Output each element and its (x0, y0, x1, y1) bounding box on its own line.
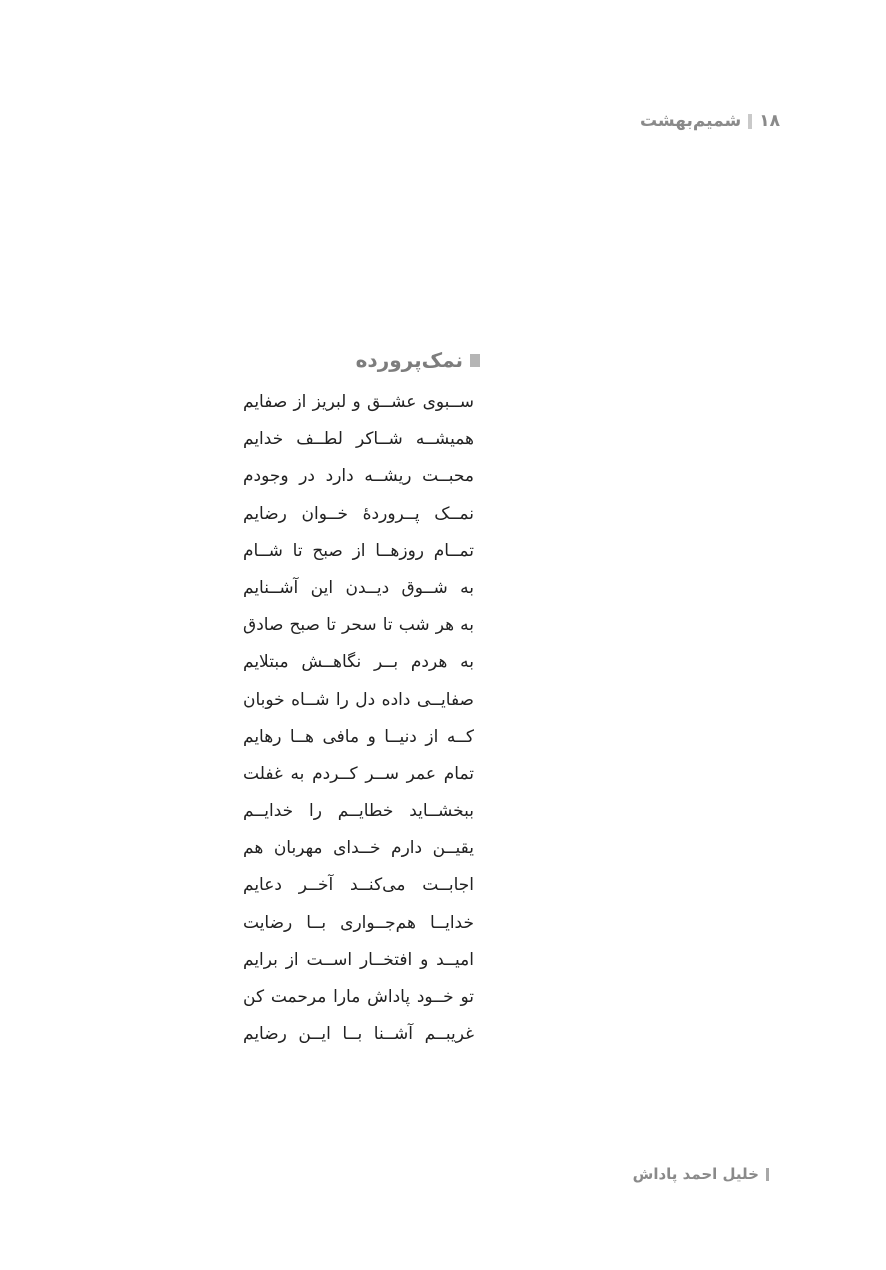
poem-body (243, 384, 474, 1053)
poem-line: تمــام روزهــا از صبح تا شــام (243, 540, 474, 561)
poem-line: صفایــی داده دل را شــاه خوبان (243, 689, 474, 710)
poem-title-row (356, 348, 480, 372)
poem-line: به هردم بــر نگاهــش مبتلایم (243, 652, 474, 673)
book-title: شمیم‌بهشت (639, 111, 742, 131)
author-credit (633, 1165, 769, 1183)
footer-bar (766, 1168, 769, 1181)
poem-line: تو خــود پاداش مارا مرحمت کن (243, 987, 474, 1007)
poem-line: تمام عمر ســر کــردم به غفلت (243, 763, 474, 784)
poem-line: یقیــن دارم خــدای مهربان هم (243, 838, 474, 859)
poem-line: کــه از دنیــا و مافی هــا رهایم (243, 726, 474, 747)
poem-line: غریبــم آشــنا بــا ایــن رضایم (243, 1024, 474, 1045)
poem-line: خدایــا هم‌جــواری بــا رضایت (243, 912, 474, 933)
poem-line: همیشــه شــاکر لطــف خدایم (243, 429, 474, 450)
page-number: ۱۸ (759, 111, 780, 131)
poem-line: به شــوق دیــدن این آشــنایم (243, 577, 474, 598)
author-name: خلیل احمد پاداش (632, 1165, 759, 1183)
poem-line: ســبوی عشــق و لبریز از صفایم (243, 392, 474, 412)
poem-title: نمک‌پرورده (355, 348, 463, 372)
poem-line: ببخشــاید خطایــم را خدایــم (243, 801, 474, 822)
poem-line: محبــت ریشــه دارد در وجودم (243, 466, 474, 487)
header-separator-bar (748, 114, 752, 129)
title-square-marker (470, 354, 480, 367)
poem-line: نمــک پــروردهٔ خــوان رضایم (243, 503, 474, 524)
poem-line: اجابــت می‌کنــد آخــر دعایم (243, 875, 474, 896)
running-head (640, 111, 780, 131)
poem-line: به هر شب تا سحر تا صبح صادق (243, 615, 474, 636)
poem-line: امیــد و افتخــار اســت از برایم (243, 949, 474, 970)
